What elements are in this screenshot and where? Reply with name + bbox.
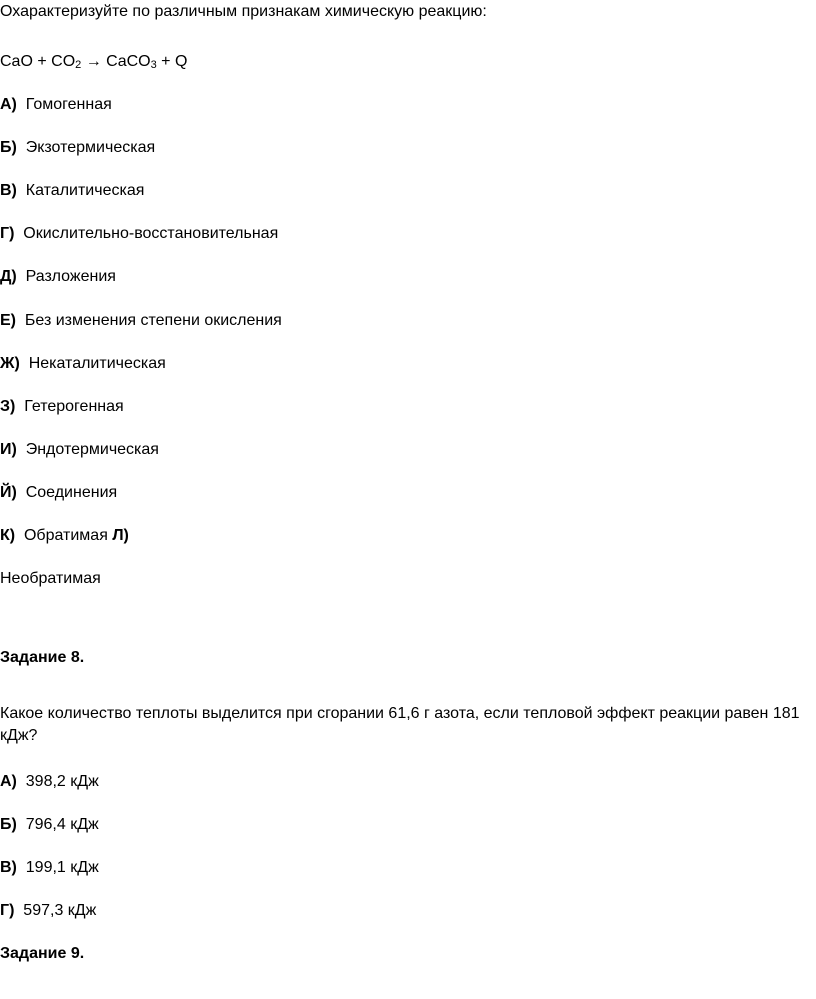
option-text: Некаталитическая <box>28 355 166 372</box>
option-letter: Г) <box>0 902 15 919</box>
option-text: Без изменения степени окисления <box>24 312 282 329</box>
option-text: Соединения <box>25 484 118 501</box>
reaction-equation <box>0 52 187 72</box>
task8-heading: Задание 8. <box>0 649 85 666</box>
task8-question: Какое количество теплоты выделится при сгорании 61,6 г азота, если тепловой эффект реакции равен 181 кДж? <box>0 705 800 744</box>
option-letter: Е) <box>0 312 16 329</box>
option-text: Эндотермическая <box>25 441 159 458</box>
option-letter: Г) <box>0 225 15 242</box>
equation-sub-3: 3 <box>150 59 157 71</box>
option-letter: В) <box>0 859 17 876</box>
option-i <box>0 440 159 460</box>
task8-option-b <box>0 815 99 835</box>
task8-option-a <box>0 772 99 792</box>
option-letter: Б) <box>0 816 17 833</box>
option-letter: К) <box>0 527 16 544</box>
option-a <box>0 95 112 115</box>
option-text: 796,4 кДж <box>25 816 99 833</box>
option-text: 398,2 кДж <box>25 773 99 790</box>
option-text: Окислительно-восстановительная <box>23 225 279 242</box>
option-text: Каталитическая <box>25 182 145 199</box>
equation-product: → CaCO <box>81 53 151 70</box>
option-letter: И) <box>0 441 17 458</box>
option-letter: Ж) <box>0 355 20 372</box>
option-letter: А) <box>0 773 17 790</box>
option-k <box>0 526 129 546</box>
option-y <box>0 483 117 503</box>
option-text: Экзотермическая <box>25 139 156 156</box>
option-zh <box>0 354 166 374</box>
task7-prompt: Охарактеризуйте по различным признакам химическую реакцию: <box>0 3 487 20</box>
equation-tail: + Q <box>156 53 188 70</box>
task9-heading: Задание 9. <box>0 945 85 962</box>
equation-reactants: CaO + CO <box>0 53 76 70</box>
option-text: Разложения <box>25 268 116 285</box>
option-text: 597,3 кДж <box>23 902 97 919</box>
option-letter: Й) <box>0 484 17 501</box>
option-letter: З) <box>0 398 16 415</box>
option-letter: В) <box>0 182 17 199</box>
option-text: 199,1 кДж <box>25 859 99 876</box>
option-b <box>0 138 155 158</box>
task8-option-v <box>0 858 99 878</box>
option-letter: Б) <box>0 139 17 156</box>
option-d <box>0 267 116 287</box>
option-e <box>0 311 282 331</box>
option-letter: Д) <box>0 268 17 285</box>
option-text: Гомогенная <box>25 96 112 113</box>
equation-sub-2: 2 <box>75 59 82 71</box>
option-l-text: Необратимая <box>0 570 101 587</box>
option-v <box>0 181 144 201</box>
option-letter-l: Л) <box>112 527 129 544</box>
option-g <box>0 224 278 244</box>
option-letter: А) <box>0 96 17 113</box>
option-text: Обратимая <box>23 527 108 544</box>
option-z <box>0 397 124 417</box>
option-text: Гетерогенная <box>24 398 124 415</box>
task8-option-g <box>0 901 96 921</box>
